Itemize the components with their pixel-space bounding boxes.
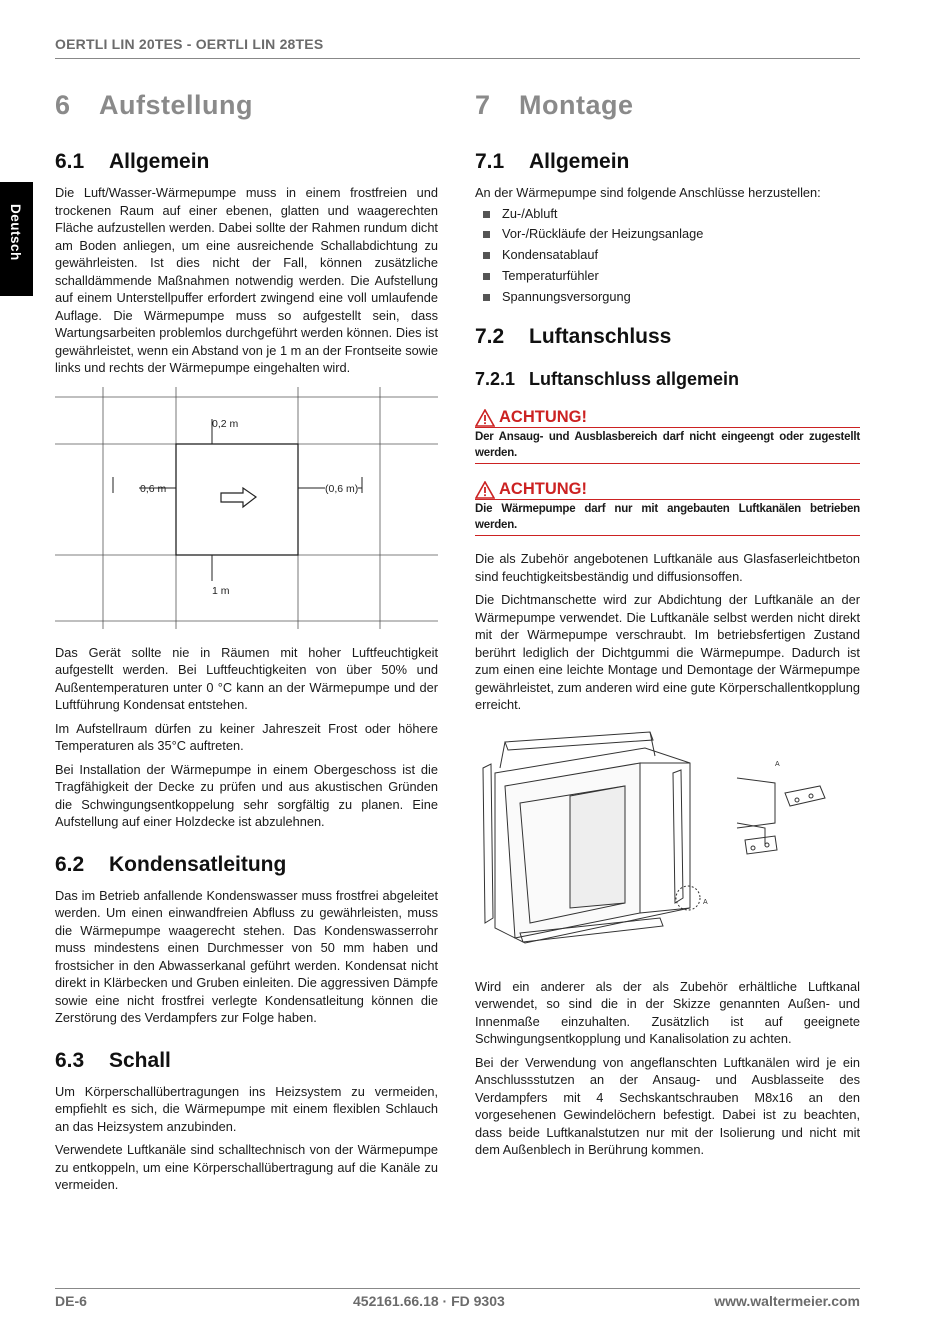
list-item: Spannungsversorgung bbox=[475, 287, 860, 308]
paragraph: Die als Zubehör angebotenen Luftkanäle aus Glasfaserleichtbeton sind feuchtigkeitsbeständig und diffusionsoffen. bbox=[475, 551, 860, 584]
paragraph: Die Dichtmanschette wird zur Abdichtung der Luftkanäle an der Wärmepumpe verwendet. Die Luftkanäle selbst werden nicht direkt mit der Wärmepumpe verschraubt. Im betriebsfertigen Zustand berührt lediglich der Dichtgummi die Wärmepumpe. Dadurch ist zum einen eine leichte Montage und Demontage der Wärmepumpe gewährleistet, zum anderen wird eine gute Körperschallentkopplung erreicht. bbox=[475, 592, 860, 713]
language-tab bbox=[0, 182, 33, 296]
clearance-bottom-label: 1 m bbox=[212, 584, 230, 597]
document-number: 452161.66.18 · FD 9303 bbox=[353, 1293, 505, 1309]
clearance-top-label: 0,2 m bbox=[212, 417, 239, 430]
warning-label: ACHTUNG! bbox=[499, 480, 587, 499]
paragraph: Wird ein anderer als der als Zubehör erhältliche Luftkanal verwendet, so sind die in der Skizze genannten Außen- und Innenmaße einzuhalten. Zusätzlich ist auf geeignete Schwingungsentkopplung und Kanalisolation zu achten. bbox=[475, 978, 860, 1047]
clearance-diagram bbox=[55, 387, 438, 634]
section-heading-7-2: 7.2 Luftanschluss bbox=[475, 325, 672, 349]
bullet-icon bbox=[483, 231, 490, 238]
warning-box bbox=[475, 478, 860, 536]
page-header bbox=[55, 36, 860, 59]
warning-text: Die Wärmepumpe darf nur mit angebauten Luftkanälen betrieben werden. bbox=[475, 500, 860, 536]
chapter-heading-6: 6 Aufstellung bbox=[55, 90, 253, 120]
chapter-heading-7: 7 Montage bbox=[475, 90, 634, 120]
page-footer bbox=[55, 1288, 860, 1313]
section-heading-6-1: 6.1 Allgemein bbox=[55, 150, 210, 173]
detail-label-a: A bbox=[703, 898, 708, 906]
list-item: Temperaturfühler bbox=[475, 266, 860, 287]
paragraph: Um Körperschallübertragungen ins Heizsystem zu vermeiden, empfiehlt es sich, die Wärmepumpe mit einem flexiblen Schlauch an das Heizsystem anzubinden. bbox=[55, 1083, 438, 1134]
warning-triangle-icon bbox=[475, 481, 495, 499]
website-link[interactable]: www.waltermeier.com bbox=[714, 1293, 860, 1309]
bullet-icon bbox=[483, 273, 490, 280]
connection-list bbox=[475, 204, 860, 308]
bullet-icon bbox=[483, 252, 490, 259]
list-item: Zu-/Abluft bbox=[475, 204, 860, 225]
clearance-left-label: 0,6 m bbox=[140, 482, 167, 495]
right-column bbox=[475, 90, 860, 1165]
paragraph: Das im Betrieb anfallende Kondenswasser muss frostfrei abgeleitet werden. Um einen einwandfreien Abfluss zu gewährleisten, muss die Wärmepumpe waagerecht stehen. Das Kondenswasserrohr muss mindestens einen Durchmesser von 50 mm haben und frostsicher in den Abwasserkanal geführt werden. Kondensat nicht direkt in Klärbecken und Gruben einleiten. Die aggressiven Dämpfe sowie eine nicht frostfrei verlegte Kondensatleitung können die Zerstörung des Verdampfers zur Folge haben. bbox=[55, 887, 438, 1025]
subsection-heading-7-2-1: 7.2.1 Luftanschluss allgemein bbox=[475, 369, 740, 390]
section-heading-7-1: 7.1 Allgemein bbox=[475, 150, 630, 173]
page-number: DE-6 bbox=[55, 1293, 87, 1309]
detail-label-a: A bbox=[775, 760, 780, 768]
document-title: OERTLI LIN 20TES - OERTLI LIN 28TES bbox=[55, 36, 324, 52]
paragraph: An der Wärmepumpe sind folgende Anschlüsse herzustellen: bbox=[475, 185, 821, 200]
bullet-icon bbox=[483, 211, 490, 218]
paragraph: Im Aufstellraum dürfen zu keiner Jahreszeit Frost oder höhere Temperaturen als 35°C auftreten. bbox=[55, 720, 438, 753]
section-heading-6-2: 6.2 Kondensatleitung bbox=[55, 852, 287, 876]
warning-box bbox=[475, 406, 860, 464]
language-tab-label: Deutsch bbox=[8, 204, 23, 261]
left-column bbox=[55, 90, 438, 1200]
warning-triangle-icon bbox=[475, 409, 495, 427]
paragraph: Das Gerät sollte nie in Räumen mit hoher Luftfeuchtigkeit aufgestellt werden. Bei Luftfeuchtigkeiten von über 50% und Außentemperaturen unter 0 °C kann an der Wärmepumpe und der Luftführung Kondensat entstehen. bbox=[55, 644, 438, 712]
paragraph: Bei Installation der Wärmepumpe in einem Obergeschoss ist die Tragfähigkeit der Decke zu prüfen und aus akustischen Gründen die Schwingungsentkoppelung sehr sorgfältig zu planen. Eine Aufstellung auf einer Holzdecke ist abzulehnen. bbox=[55, 761, 438, 829]
paragraph: Verwendete Luftkanäle sind schalltechnisch von der Wärmepumpe zu entkoppeln, um eine Körperschallübertragung auf die Kanäle zu vermeiden. bbox=[55, 1142, 438, 1192]
air-duct-illustration bbox=[475, 728, 860, 968]
warning-text: Der Ansaug- und Ausblasbereich darf nicht eingeengt oder zugestellt werden. bbox=[475, 428, 860, 464]
list-item: Kondensatablauf bbox=[475, 245, 860, 266]
clearance-right-label: (0,6 m) bbox=[325, 482, 359, 495]
warning-label: ACHTUNG! bbox=[499, 408, 587, 427]
air-flow-arrow-icon bbox=[221, 488, 256, 507]
section-heading-6-3: 6.3 Schall bbox=[55, 1048, 171, 1072]
bullet-icon bbox=[483, 294, 490, 301]
list-item: Vor-/Rückläufe der Heizungsanlage bbox=[475, 224, 860, 245]
paragraph: Bei der Verwendung von angeflanschten Luftkanälen wird je ein Anschlussstutzen an der Ansaug- und Ausblasseite des Verdampfers mit 4 Sechskantschrauben M8x16 an den vorgesehenen Gewindelöchern befestigt. Dabei ist zu beachten, dass beide Luftkanalstutzen nur mit der Isolierung und nicht mit dem Außenblech in Berührung kommen. bbox=[475, 1054, 860, 1158]
paragraph: Die Luft/Wasser-Wärmepumpe muss in einem frostfreien und trockenen Raum auf einer ebenen, glatten und waagerechten Fläche aufzustellen werden. Dabei sollte der Rahmen rundum dicht am Boden anliegen, um eine ausreichende Schallabdichtung zu gewährleisten. Ist dies nicht der Fall, können zusätzliche schalldämmende Maßnahmen notwendig werden. Die Aufstellung auf einem Unterstellpuffer erfordert zwingend eine voll umlaufende Auflage. Die Wärmepumpe muss so aufgestellt sein, dass Wartungsarbeiten problemlos durchgeführt werden können. Dies ist gewährleistet, wenn ein Abstand von je 1 m an der Frontseite sowie links und rechts der Wärmepumpe eingehalten wird. bbox=[55, 185, 438, 375]
